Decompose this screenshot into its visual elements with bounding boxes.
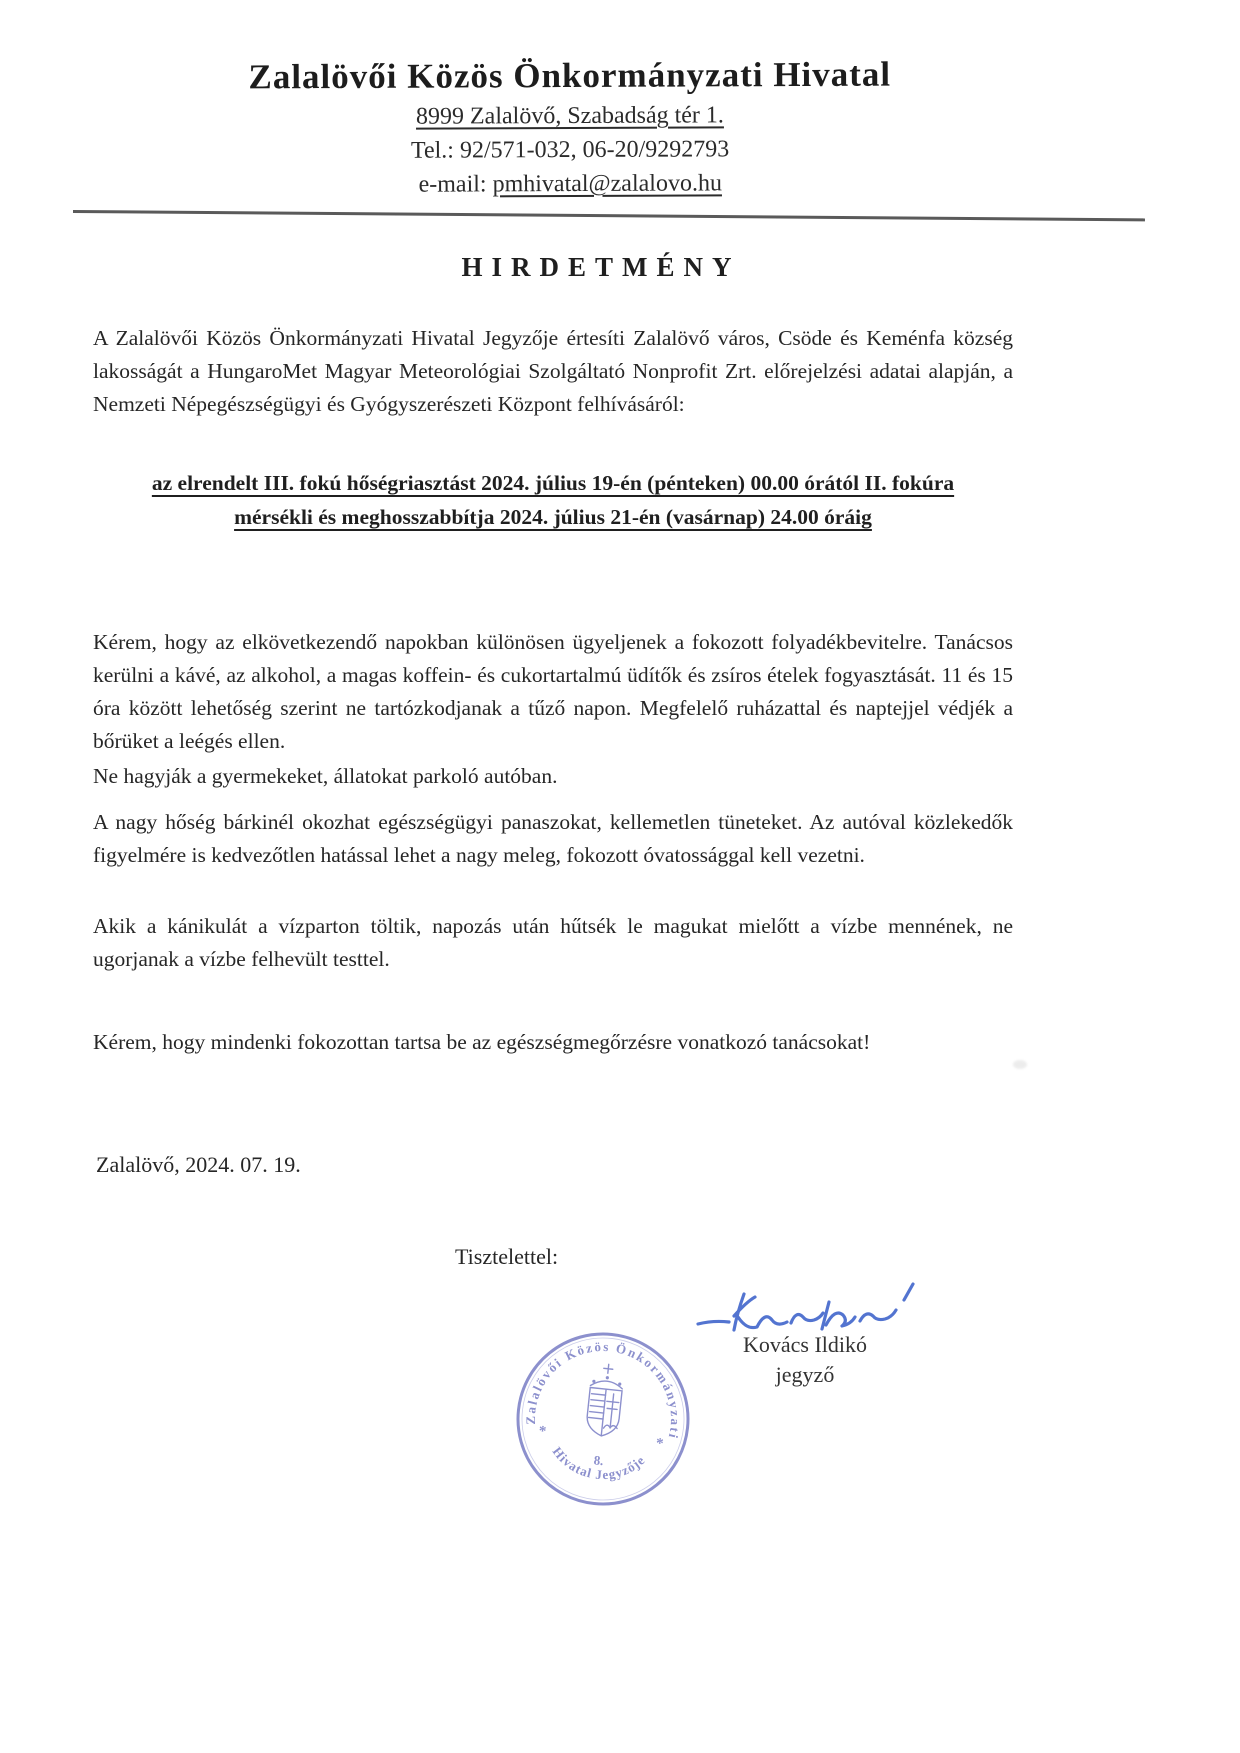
signer-title: jegyző (775, 1362, 835, 1387)
organization-email-line (0, 169, 1140, 201)
closing-paragraph: Kérem, hogy mindenki fokozottan tartsa be az egészségmegőrzésre vonatkozó tanácsokat! (93, 1030, 871, 1054)
letterhead (0, 54, 1140, 201)
coat-of-arms-icon (585, 1363, 624, 1438)
stamp-star-left: * (537, 1423, 547, 1441)
stamp-arc-top-text: Zalalövői Közös Önkormányzati (522, 1338, 684, 1442)
stamp-star-right: * (655, 1435, 665, 1453)
alert-line-2: mérsékli és meghosszabbítja 2024. július 21-én (vasárnap) 24.00 óráig (234, 505, 872, 529)
header-divider (73, 210, 1145, 221)
document-title: HIRDETMÉNY (461, 252, 741, 282)
email-label: e-mail: (418, 171, 493, 198)
official-stamp (513, 1329, 693, 1509)
alert-line-1: az elrendelt III. fokú hőségriasztást 2024. július 19-én (pénteken) 00.00 órától II. fokúra (151, 471, 955, 495)
date-line: Zalalövő, 2024. 07. 19. (96, 1152, 301, 1177)
email-address: pmhivatal@zalalovo.hu (492, 170, 722, 198)
stamp-center-number: 8. (593, 1452, 605, 1469)
scan-artifact (1013, 1060, 1027, 1069)
stamp-arc-bottom-text: Hivatal Jegyzője (549, 1443, 649, 1483)
salutation: Tisztelettel: (455, 1244, 559, 1269)
signer-name: Kovács Ildikó (742, 1332, 868, 1357)
organization-address: 8999 Zalalövő, Szabadság tér 1. (415, 102, 724, 130)
intro-paragraph: A Zalalövői Közös Önkormányzati Hivatal Jegyzője értesíti Zalalövő város, Csöde és Keménfa község lakosságát a HungaroMet Magyar Meteorológiai Szolgáltató Nonprofit Zrt. előrejelzési adatai alapján, a Nemzeti Népegészségügyi és Gyógyszerészeti Központ felhívásáról: (93, 326, 1013, 416)
signer-block (695, 1330, 915, 1390)
organization-name: Zalalövői Közös Önkormányzati Hivatal (248, 54, 892, 97)
advice-paragraph-water: Akik a kánikulát a vízparton töltik, napozás után hűtsék le magukat mielőtt a vízbe mennének, ne ugorjanak a vízbe felhevült testtel. (93, 914, 1013, 971)
advice-paragraph-cars: Ne hagyják a gyermekeket, állatokat parkoló autóban. (93, 764, 558, 788)
heat-alert-statement (93, 466, 1013, 534)
advice-paragraph-hydration: Kérem, hogy az elkövetkezendő napokban különösen ügyeljenek a fokozott folyadékbevitelre. Tanácsos kerülni a kávé, az alkohol, a magas koffein- és cukortartalmú üdítők és zsíros ételek fogyasztását. 11 és 15 óra között lehetőség szerint ne tartózkodjanak a tűző napon. Megfelelő ruházattal és naptejjel védjék a bőrüket a leégés ellen. (93, 630, 1013, 753)
advice-paragraph-health: A nagy hőség bárkinél okozhat egészségügyi panaszokat, kellemetlen tüneteket. Az autóval közlekedők figyelmére is kedvezőtlen hatással lehet a nagy meleg, fokozott óvatossággal kell vezetni. (93, 810, 1013, 867)
organization-phone: Tel.: 92/571-032, 06-20/9292793 (410, 136, 730, 164)
